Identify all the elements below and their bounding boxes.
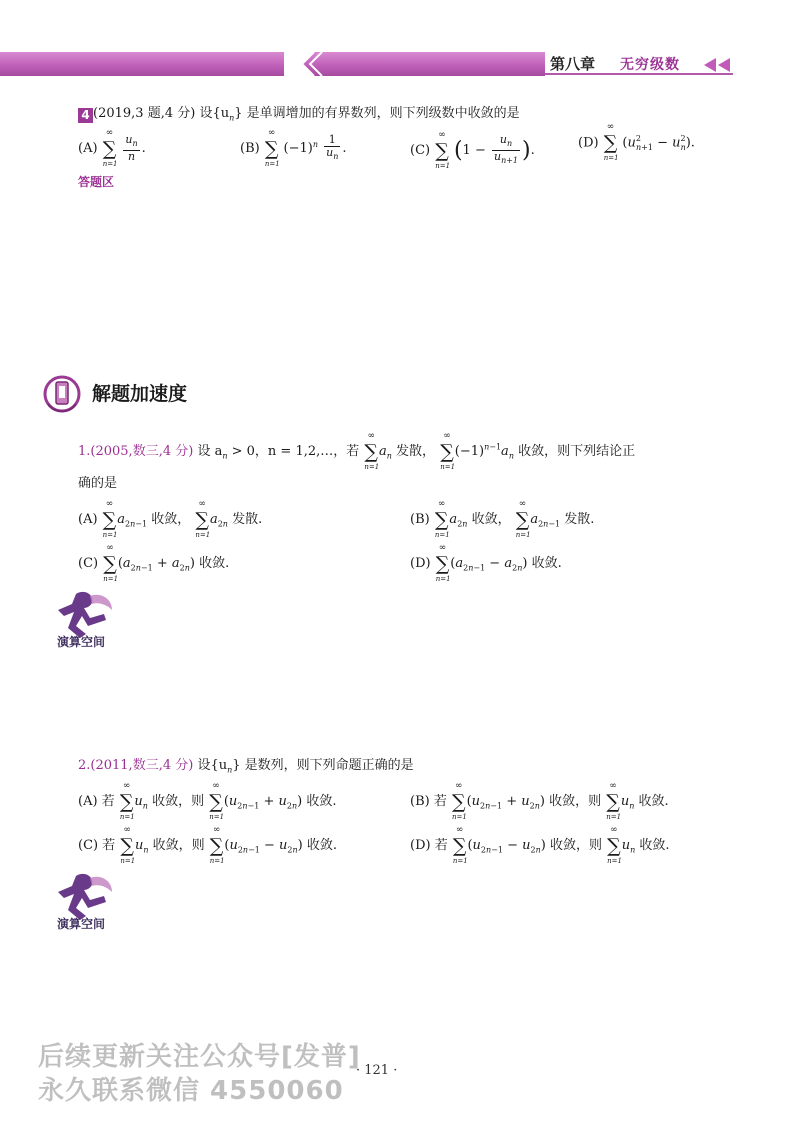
watermark-line-2: 永久联系微信 4550060 bbox=[38, 1076, 344, 1106]
q1-option-b: (B) ∞ ∑ n=1 $a_{2n}$ 收敛， ∞ ∑ n=1 $a_{2n-1}$ 发散. bbox=[410, 498, 595, 539]
q2-option-c: (C) 若 ∞ ∑ n=1 $u_n$ 收敛，则 ∞ ∑ n=1 $(u_{2n-1} - u_{2n})$ 收敛. bbox=[78, 824, 338, 865]
q4-option-b: (B) ∞ ∑ n=1 $(-1)^n$ $\frac{1}{u_n}$ . bbox=[240, 127, 347, 168]
q1-option-c: (C) ∞ ∑ n=1 $(a_{2n-1} + a_{2n})$ 收敛. bbox=[78, 542, 230, 583]
runner-icon bbox=[46, 870, 116, 920]
double-arrow-icon bbox=[704, 58, 732, 72]
q1-source: 1.(2005,数三,4 分) bbox=[78, 444, 194, 459]
q4-option-d: (D) ∞ ∑ n=1 $(u^2_{n+1} - u^2_n)$. bbox=[578, 122, 695, 162]
header-band bbox=[0, 52, 545, 76]
q4-option-a: (A) ∞ ∑ n=1 $\frac{u_n}{n}$ . bbox=[78, 127, 146, 168]
page-number: · 121 · bbox=[356, 1063, 398, 1078]
speed-up-icon bbox=[42, 374, 82, 414]
section-title: 解题加速度 bbox=[92, 383, 188, 405]
subject-label: 无穷级数 bbox=[620, 57, 680, 73]
q1-option-d: (D) ∞ ∑ n=1 $(a_{2n-1} - a_{2n})$ 收敛. bbox=[410, 542, 562, 583]
q2-option-b: (B) 若 ∞ ∑ n=1 $(u_{2n-1} + u_{2n})$ 收敛，则 ∞ ∑ n=1 $u_n$ 收敛. bbox=[410, 780, 669, 821]
q4-option-c: (C) ∞ ∑ n=1 (1 − $\frac{u_n}{u_{n+1}}$ ). bbox=[410, 129, 535, 170]
answer-area-label: 答题区 bbox=[78, 175, 115, 189]
q4-source: (2019,3 题,4 分) bbox=[93, 106, 196, 121]
watermark-line-1: 后续更新关注公众号[发普] bbox=[38, 1042, 361, 1072]
q2-option-d: (D) 若 ∞ ∑ n=1 $(u_{2n-1} - u_{2n})$ 收敛，则 ∞ ∑ n=1 $u_n$ 收敛. bbox=[410, 824, 670, 865]
q2-source: 2.(2011,数三,4 分) bbox=[78, 758, 194, 773]
calc-space-logo: 演算空间 bbox=[46, 588, 116, 650]
q1-option-a: (A) ∞ ∑ n=1 $a_{2n-1}$ 收敛， ∞ ∑ n=1 $a_{2n}$ 发散. bbox=[78, 498, 263, 539]
chapter-label: 第八章 bbox=[550, 55, 596, 73]
runner-icon bbox=[46, 588, 116, 638]
q1-stem-cont: 确的是 bbox=[78, 476, 118, 491]
q2-option-a: (A) 若 ∞ ∑ n=1 $u_n$ 收敛，则 ∞ ∑ n=1 $(u_{2n-1} + u_{2n})$ 收敛. bbox=[78, 780, 337, 821]
header-chevron-icon bbox=[284, 52, 344, 76]
calc-space-logo-2: 演算空间 bbox=[46, 870, 116, 932]
q1-stem: 1.(2005,数三,4 分) 设 $a_n > 0$，n = 1,2,…，若 ∞ ∑ n=1 $a_n$ 发散， ∞ ∑ n=1 $(-1)^{n-1}a_n$ 收敛，则下列结论正 bbox=[78, 430, 636, 471]
q4-stem: 4 (2019,3 题,4 分) 设$\{u_n\}$ 是单调增加的有界数列，则下列级数中收敛的是 bbox=[78, 102, 520, 123]
q2-stem: 2.(2011,数三,4 分) 设$\{u_n\}$ 是数列，则下列命题正确的是 bbox=[78, 758, 414, 775]
q4-number: 4 bbox=[78, 108, 93, 123]
